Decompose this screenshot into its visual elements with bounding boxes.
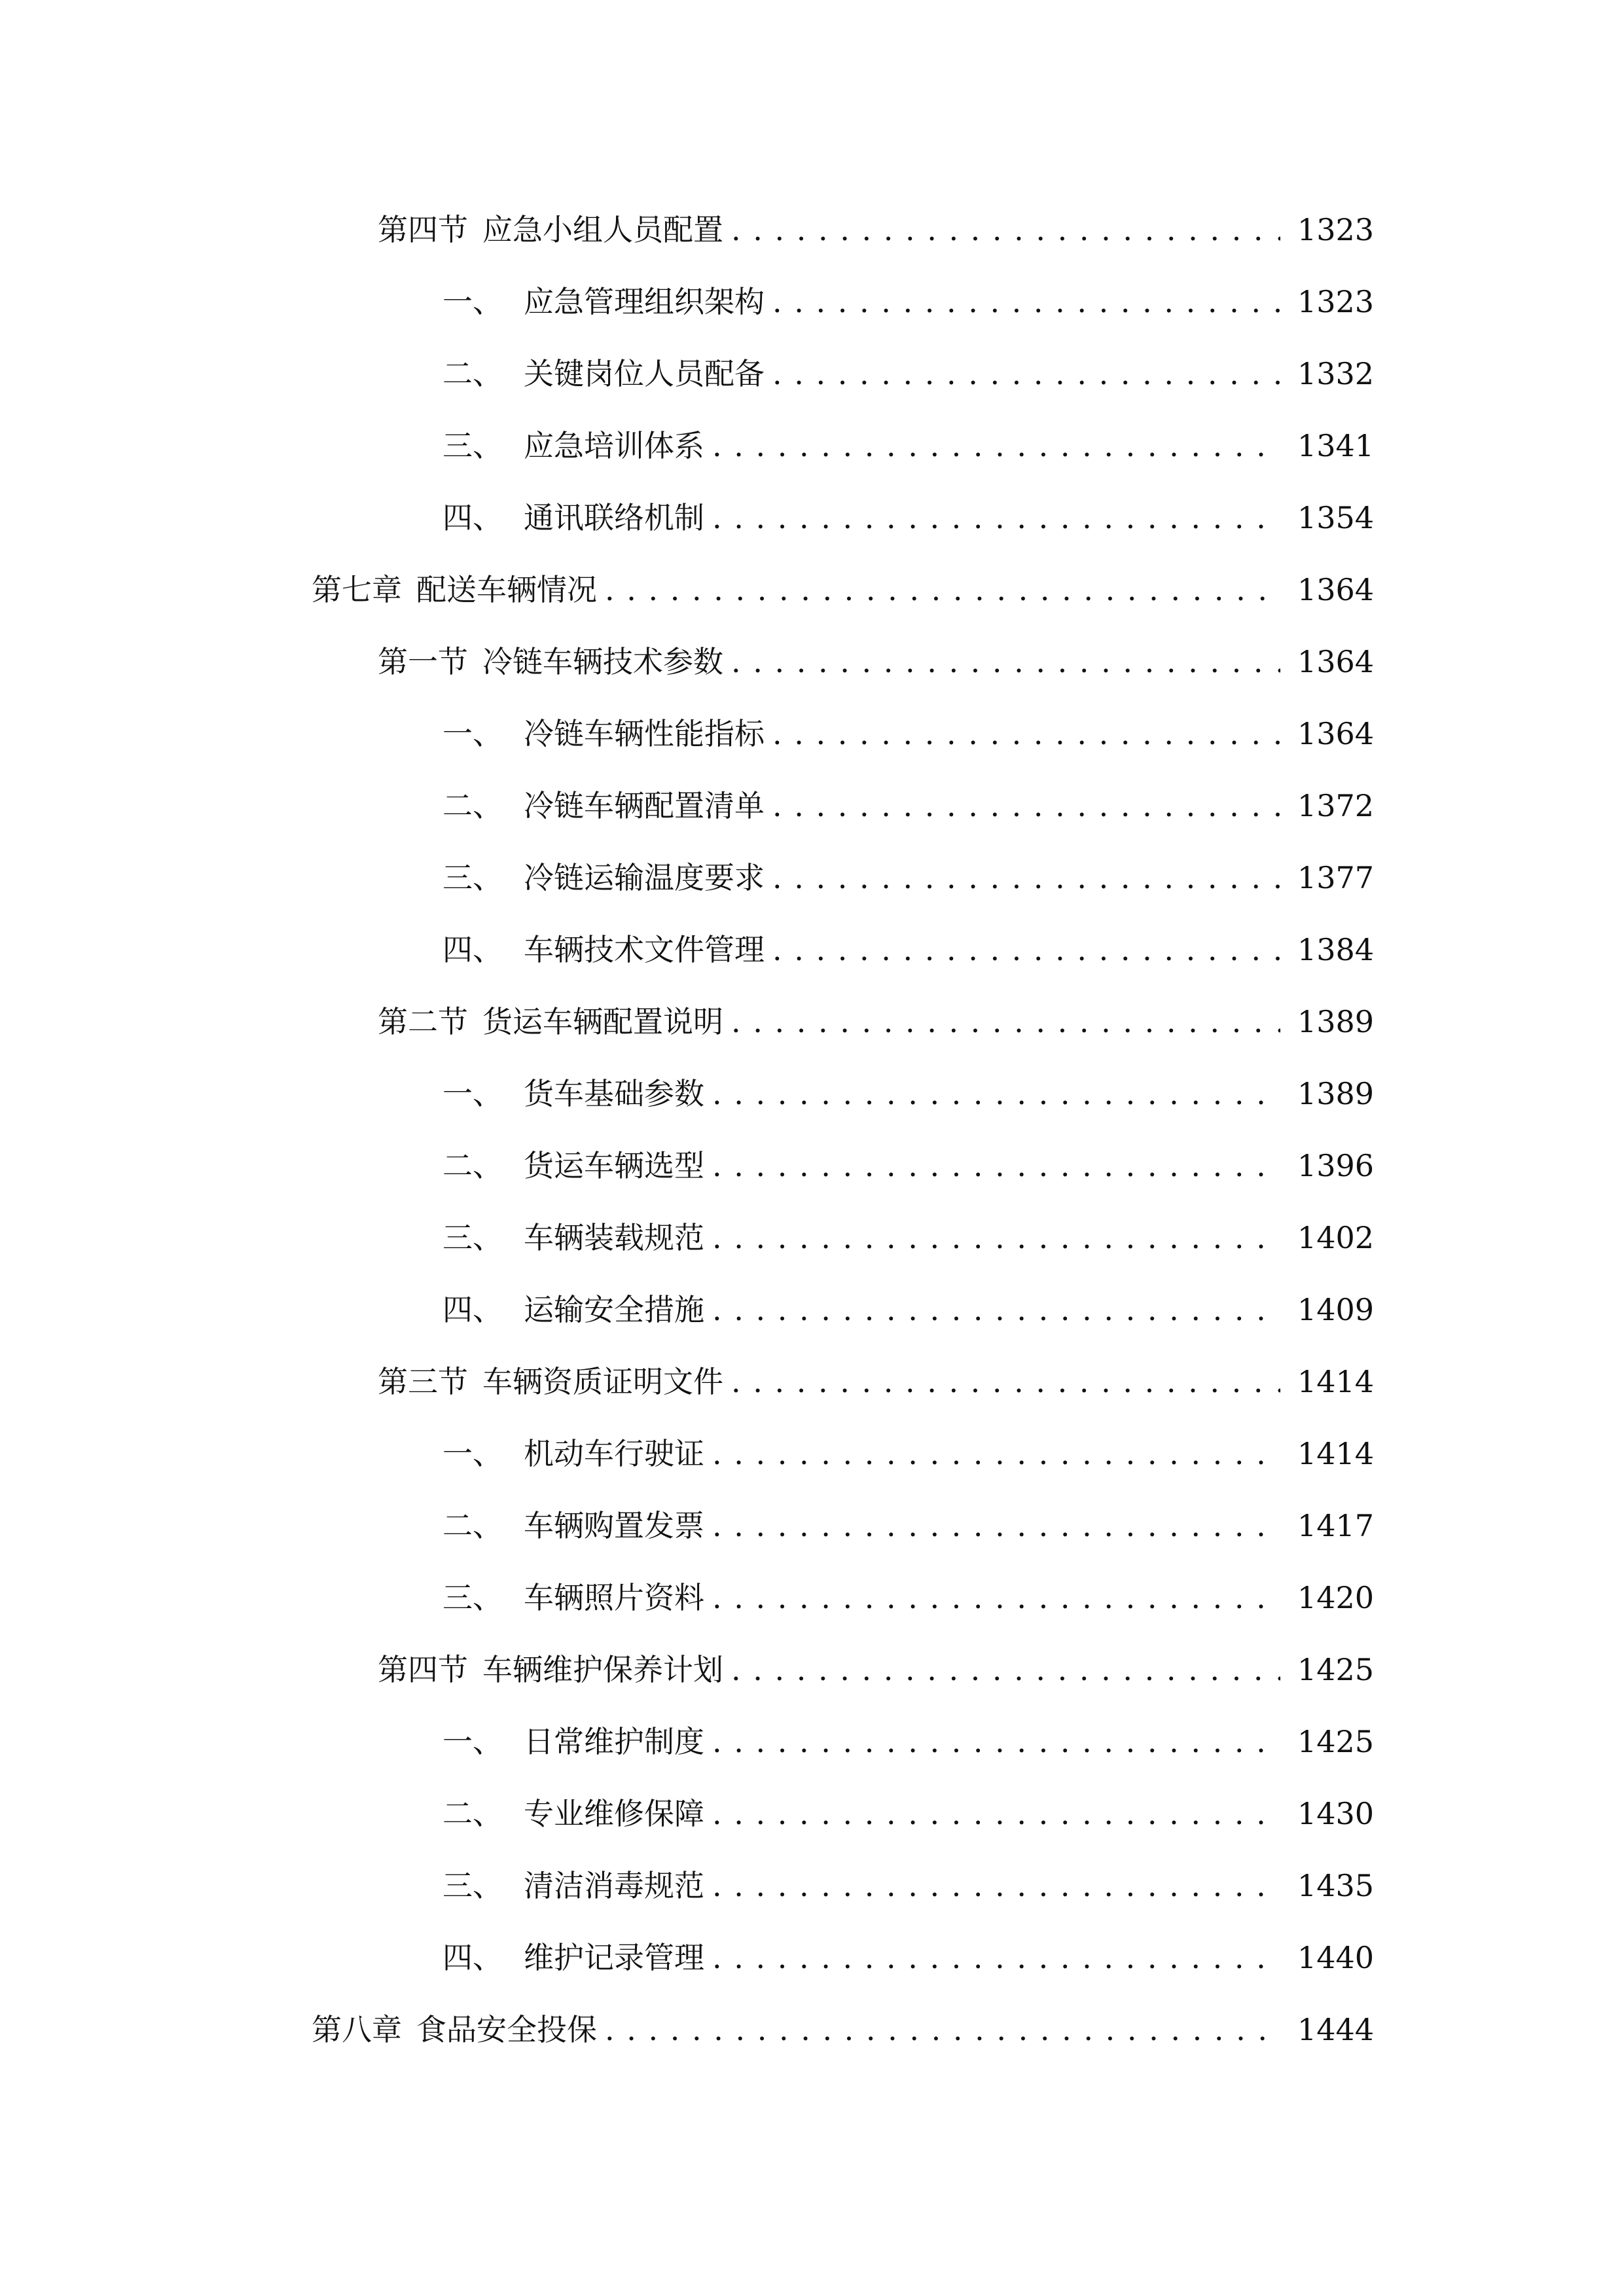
dot-leader bbox=[772, 354, 1280, 393]
toc-entry-label bbox=[378, 1002, 723, 1041]
toc-entry-title: 通讯联络机制 bbox=[524, 500, 704, 535]
toc-entry-label bbox=[442, 930, 765, 969]
toc-entry-subsection[interactable] bbox=[0, 914, 1624, 986]
toc-entry-title: 配送车辆情况 bbox=[416, 572, 597, 607]
dot-leader bbox=[731, 1362, 1280, 1401]
dot-leader bbox=[712, 1290, 1280, 1329]
toc-entry-page-number: 1384 bbox=[1297, 932, 1374, 967]
toc-entry-page-number: 1444 bbox=[1297, 2012, 1374, 2047]
dot-leader bbox=[772, 858, 1280, 897]
toc-entry-page-number: 1389 bbox=[1297, 1004, 1374, 1039]
toc-entry-section[interactable] bbox=[0, 1346, 1624, 1418]
toc-entry-title: 货车基础参数 bbox=[524, 1076, 704, 1111]
toc-entry-page-number: 1372 bbox=[1297, 788, 1374, 823]
toc-entry-label bbox=[442, 1794, 704, 1833]
toc-entry-label bbox=[442, 426, 704, 465]
toc-entry-prefix: 三、 bbox=[442, 1868, 503, 1903]
toc-entry-section[interactable] bbox=[0, 1634, 1624, 1706]
toc-entry-title: 冷链车辆性能指标 bbox=[524, 716, 765, 751]
toc-entry-prefix: 三、 bbox=[442, 1580, 503, 1615]
toc-entry-page-number: 1425 bbox=[1297, 1652, 1374, 1687]
toc-entry-subsection[interactable] bbox=[0, 482, 1624, 554]
toc-entry-subsection[interactable] bbox=[0, 1778, 1624, 1850]
toc-entry-label bbox=[442, 1578, 704, 1617]
toc-entry-prefix: 一、 bbox=[442, 1076, 503, 1111]
toc-entry-prefix: 三、 bbox=[442, 860, 503, 895]
dot-leader bbox=[731, 210, 1280, 249]
toc-entry-title: 车辆资质证明文件 bbox=[482, 1364, 723, 1399]
toc-entry-title: 冷链运输温度要求 bbox=[524, 860, 765, 895]
toc-entry-prefix: 第一节 bbox=[378, 644, 468, 679]
toc-entry-title: 车辆装载规范 bbox=[524, 1220, 704, 1255]
toc-entry-subsection[interactable] bbox=[0, 1202, 1624, 1274]
dot-leader bbox=[731, 1650, 1280, 1689]
toc-entry-label bbox=[312, 2010, 597, 2049]
dot-leader bbox=[772, 282, 1280, 321]
toc-entry-page-number: 1414 bbox=[1297, 1436, 1374, 1471]
toc-entry-title: 日常维护制度 bbox=[524, 1724, 704, 1759]
dot-leader bbox=[712, 498, 1280, 537]
toc-entry-page-number: 1354 bbox=[1297, 500, 1374, 535]
dot-leader bbox=[772, 714, 1280, 753]
toc-entry-prefix: 二、 bbox=[442, 1508, 503, 1543]
toc-entry-chapter[interactable] bbox=[0, 554, 1624, 626]
toc-entry-title: 机动车行驶证 bbox=[524, 1436, 704, 1471]
toc-entry-prefix: 四、 bbox=[442, 932, 503, 967]
toc-entry-page-number: 1440 bbox=[1297, 1940, 1374, 1975]
dot-leader bbox=[712, 1722, 1280, 1761]
toc-entry-subsection[interactable] bbox=[0, 770, 1624, 842]
toc-entry-page-number: 1414 bbox=[1297, 1364, 1374, 1399]
toc-entry-page-number: 1409 bbox=[1297, 1292, 1374, 1327]
toc-entry-title: 货运车辆配置说明 bbox=[482, 1004, 723, 1039]
toc-entry-page-number: 1430 bbox=[1297, 1796, 1374, 1831]
dot-leader bbox=[712, 1146, 1280, 1185]
dot-leader bbox=[605, 2010, 1280, 2049]
toc-entry-prefix: 一、 bbox=[442, 1724, 503, 1759]
toc-entry-subsection[interactable] bbox=[0, 338, 1624, 410]
toc-entry-page-number: 1377 bbox=[1297, 860, 1374, 895]
toc-entry-subsection[interactable] bbox=[0, 1490, 1624, 1562]
toc-entry-subsection[interactable] bbox=[0, 1418, 1624, 1490]
toc-entry-subsection[interactable] bbox=[0, 1058, 1624, 1130]
dot-leader bbox=[712, 1794, 1280, 1833]
toc-entry-page-number: 1323 bbox=[1297, 212, 1374, 247]
toc-entry-label bbox=[442, 1218, 704, 1257]
toc-entry-page-number: 1417 bbox=[1297, 1508, 1374, 1543]
toc-entry-prefix: 第八章 bbox=[312, 2012, 402, 2047]
toc-entry-prefix: 四、 bbox=[442, 1292, 503, 1327]
toc-entry-prefix: 二、 bbox=[442, 356, 503, 391]
toc-entry-prefix: 三、 bbox=[442, 428, 503, 463]
dot-leader bbox=[772, 786, 1280, 825]
toc-entry-label bbox=[378, 642, 723, 681]
toc-entry-subsection[interactable] bbox=[0, 1274, 1624, 1346]
toc-entry-page-number: 1425 bbox=[1297, 1724, 1374, 1759]
toc-entry-subsection[interactable] bbox=[0, 1850, 1624, 1922]
toc-entry-page-number: 1323 bbox=[1297, 284, 1374, 319]
toc-entry-prefix: 二、 bbox=[442, 788, 503, 823]
toc-entry-label bbox=[442, 786, 765, 825]
toc-entry-title: 货运车辆选型 bbox=[524, 1148, 704, 1183]
dot-leader bbox=[605, 570, 1280, 609]
toc-entry-page-number: 1364 bbox=[1297, 572, 1374, 607]
toc-entry-label bbox=[442, 858, 765, 897]
toc-entry-page-number: 1341 bbox=[1297, 428, 1374, 463]
toc-entry-prefix: 第二节 bbox=[378, 1004, 468, 1039]
toc-entry-page-number: 1396 bbox=[1297, 1148, 1374, 1183]
toc-entry-title: 应急培训体系 bbox=[524, 428, 704, 463]
toc-entry-title: 车辆技术文件管理 bbox=[524, 932, 765, 967]
dot-leader bbox=[712, 1938, 1280, 1977]
toc-entry-label bbox=[442, 1434, 704, 1473]
toc-entry-prefix: 第三节 bbox=[378, 1364, 468, 1399]
toc-entry-title: 车辆照片资料 bbox=[524, 1580, 704, 1615]
toc-entry-title: 清洁消毒规范 bbox=[524, 1868, 704, 1903]
dot-leader bbox=[712, 1434, 1280, 1473]
toc-entry-label bbox=[378, 1362, 723, 1401]
dot-leader bbox=[772, 930, 1280, 969]
toc-entry-label bbox=[442, 498, 704, 537]
toc-entry-label bbox=[312, 570, 597, 609]
dot-leader bbox=[712, 1578, 1280, 1617]
toc-entry-subsection[interactable] bbox=[0, 1562, 1624, 1634]
toc-entry-prefix: 第七章 bbox=[312, 572, 402, 607]
table-of-contents bbox=[0, 194, 1624, 2066]
toc-entry-page-number: 1389 bbox=[1297, 1076, 1374, 1111]
toc-entry-section[interactable] bbox=[0, 194, 1624, 266]
dot-leader bbox=[712, 1506, 1280, 1545]
toc-entry-page-number: 1332 bbox=[1297, 356, 1374, 391]
toc-entry-title: 维护记录管理 bbox=[524, 1940, 704, 1975]
toc-entry-subsection[interactable] bbox=[0, 410, 1624, 482]
toc-entry-label bbox=[442, 714, 765, 753]
toc-entry-subsection[interactable] bbox=[0, 1706, 1624, 1778]
dot-leader bbox=[712, 1866, 1280, 1905]
toc-entry-title: 冷链车辆配置清单 bbox=[524, 788, 765, 823]
toc-entry-section[interactable] bbox=[0, 626, 1624, 698]
toc-entry-title: 应急管理组织架构 bbox=[524, 284, 765, 319]
dot-leader bbox=[731, 642, 1280, 681]
toc-entry-title: 应急小组人员配置 bbox=[482, 212, 723, 247]
toc-entry-subsection[interactable] bbox=[0, 1130, 1624, 1202]
toc-entry-label bbox=[378, 210, 723, 249]
toc-entry-title: 专业维修保障 bbox=[524, 1796, 704, 1831]
toc-entry-label bbox=[442, 1938, 704, 1977]
toc-entry-section[interactable] bbox=[0, 986, 1624, 1058]
toc-entry-title: 车辆购置发票 bbox=[524, 1508, 704, 1543]
toc-entry-title: 关键岗位人员配备 bbox=[524, 356, 765, 391]
toc-entry-title: 食品安全投保 bbox=[416, 2012, 597, 2047]
toc-entry-subsection[interactable] bbox=[0, 842, 1624, 914]
toc-entry-subsection[interactable] bbox=[0, 1922, 1624, 1994]
toc-entry-prefix: 二、 bbox=[442, 1796, 503, 1831]
toc-entry-page-number: 1420 bbox=[1297, 1580, 1374, 1615]
toc-entry-label bbox=[442, 1722, 704, 1761]
toc-entry-page-number: 1435 bbox=[1297, 1868, 1374, 1903]
toc-entry-prefix: 一、 bbox=[442, 284, 503, 319]
toc-entry-prefix: 第四节 bbox=[378, 212, 468, 247]
toc-entry-label bbox=[378, 1650, 723, 1689]
toc-entry-prefix: 一、 bbox=[442, 1436, 503, 1471]
toc-entry-page-number: 1364 bbox=[1297, 716, 1374, 751]
toc-entry-label bbox=[442, 1074, 704, 1113]
dot-leader bbox=[712, 1074, 1280, 1113]
toc-entry-prefix: 四、 bbox=[442, 1940, 503, 1975]
toc-entry-label bbox=[442, 1506, 704, 1545]
toc-entry-prefix: 第四节 bbox=[378, 1652, 468, 1687]
toc-entry-page-number: 1364 bbox=[1297, 644, 1374, 679]
toc-entry-prefix: 三、 bbox=[442, 1220, 503, 1255]
toc-entry-prefix: 四、 bbox=[442, 500, 503, 535]
toc-entry-label bbox=[442, 1290, 704, 1329]
toc-entry-label bbox=[442, 1146, 704, 1185]
toc-entry-title: 车辆维护保养计划 bbox=[482, 1652, 723, 1687]
toc-entry-chapter[interactable] bbox=[0, 1994, 1624, 2066]
dot-leader bbox=[712, 1218, 1280, 1257]
toc-entry-page-number: 1402 bbox=[1297, 1220, 1374, 1255]
toc-entry-subsection[interactable] bbox=[0, 266, 1624, 338]
toc-entry-prefix: 一、 bbox=[442, 716, 503, 751]
toc-entry-label bbox=[442, 1866, 704, 1905]
toc-entry-label bbox=[442, 282, 765, 321]
dot-leader bbox=[712, 426, 1280, 465]
toc-entry-title: 运输安全措施 bbox=[524, 1292, 704, 1327]
dot-leader bbox=[731, 1002, 1280, 1041]
toc-entry-label bbox=[442, 354, 765, 393]
toc-entry-prefix: 二、 bbox=[442, 1148, 503, 1183]
toc-entry-title: 冷链车辆技术参数 bbox=[482, 644, 723, 679]
toc-entry-subsection[interactable] bbox=[0, 698, 1624, 770]
